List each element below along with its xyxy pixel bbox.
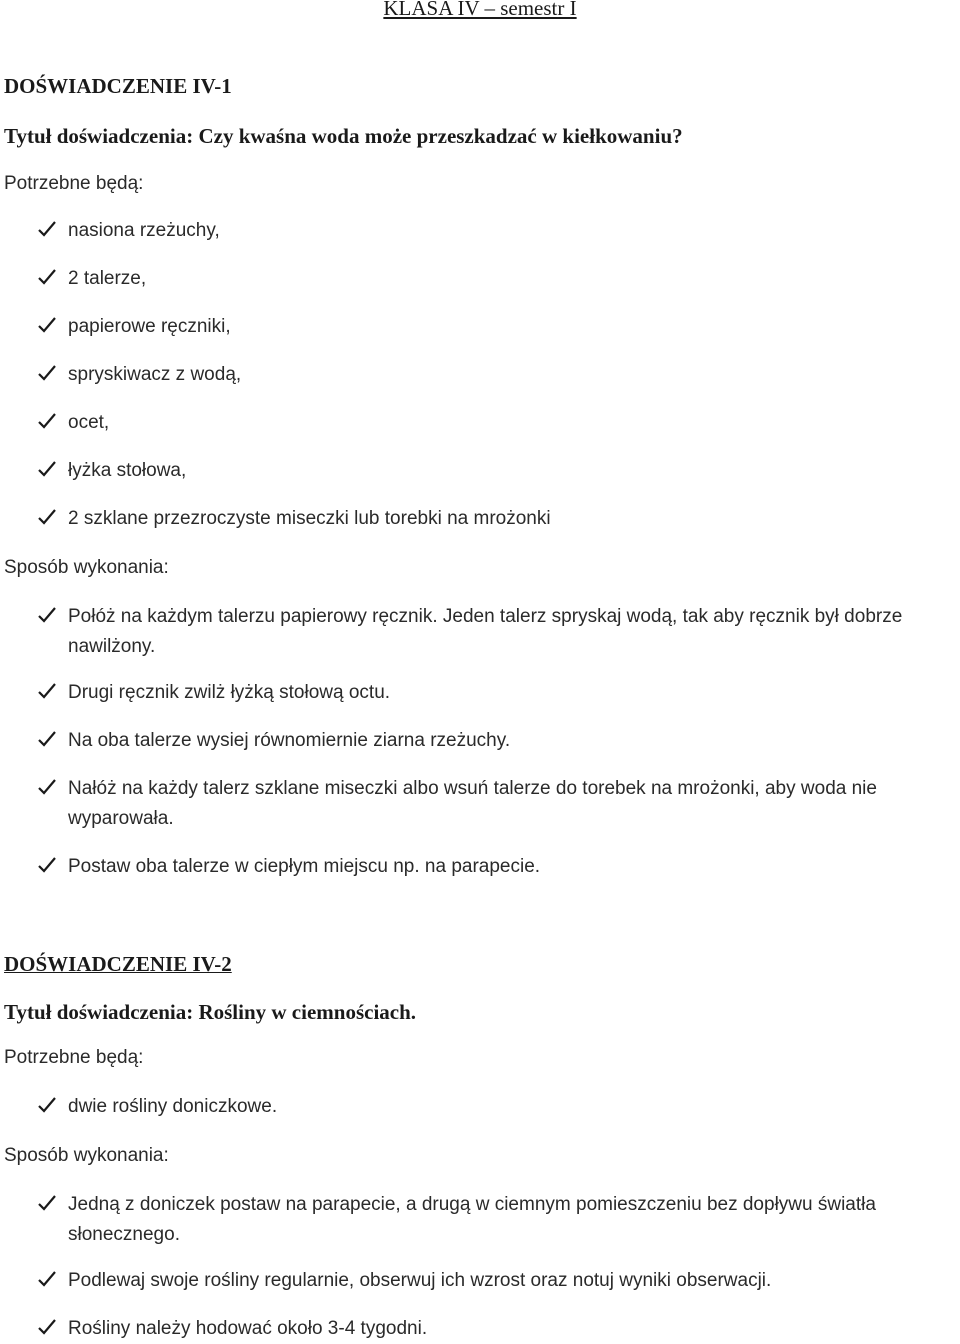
needs-item: nasiona rzeżuchy,: [68, 220, 220, 241]
list-item: [36, 602, 956, 662]
checkmark-icon: [36, 266, 58, 288]
experiment2-heading: DOŚWIADCZENIE IV-2: [4, 952, 232, 976]
list-item: [36, 456, 956, 486]
list-item: [36, 1266, 956, 1296]
experiment1-title: Tytuł doświadczenia: Czy kwaśna woda może przeszkadzać w kiełkowaniu?: [4, 124, 683, 148]
list-item: [36, 1092, 956, 1122]
page-header: KLASA IV – semestr I: [383, 0, 577, 20]
experiment1-method-label: Sposób wykonania:: [4, 557, 169, 578]
needs-item: papierowe ręczniki,: [68, 316, 231, 337]
checkmark-icon: [36, 728, 58, 750]
needs-item: 2 szklane przezroczyste miseczki lub torebki na mrożonki: [68, 508, 551, 529]
checkmark-icon: [36, 604, 58, 626]
needs-item: dwie rośliny doniczkowe.: [68, 1096, 278, 1117]
checkmark-icon: [36, 1094, 58, 1116]
step-item: Rośliny należy hodować około 3-4 tygodni.: [68, 1318, 428, 1339]
checkmark-icon: [36, 218, 58, 240]
step-item: Na oba talerze wysiej równomiernie ziarna rzeżuchy.: [68, 730, 511, 751]
list-item: [36, 852, 956, 882]
checkmark-icon: [36, 1268, 58, 1290]
checkmark-icon: [36, 680, 58, 702]
list-item: [36, 1314, 956, 1344]
list-item: [36, 264, 956, 294]
experiment2-needs-label: Potrzebne będą:: [4, 1047, 144, 1068]
checkmark-icon: [36, 776, 58, 798]
checkmark-icon: [36, 1316, 58, 1338]
checkmark-icon: [36, 458, 58, 480]
checkmark-icon: [36, 410, 58, 432]
list-item: [36, 216, 956, 246]
list-item: [36, 504, 956, 534]
experiment1-heading: DOŚWIADCZENIE IV-1: [4, 74, 232, 98]
list-item: [36, 774, 956, 834]
experiment1-needs-label: Potrzebne będą:: [4, 173, 144, 194]
list-item: [36, 408, 956, 438]
list-item: [36, 678, 956, 708]
step-item: Drugi ręcznik zwilż łyżką stołową octu.: [68, 682, 391, 703]
checkmark-icon: [36, 854, 58, 876]
step-item: Postaw oba talerze w ciepłym miejscu np. na parapecie.: [68, 856, 541, 877]
step-item: Nałóż na każdy talerz szklane miseczki albo wsuń talerze do torebek na mrożonki, aby woda nie wyparowała.: [68, 778, 877, 829]
step-item: Połóż na każdym talerzu papierowy ręcznik. Jeden talerz spryskaj wodą, tak aby ręcznik był dobrze nawilżony.: [68, 606, 903, 657]
checkmark-icon: [36, 1192, 58, 1214]
step-item: Podlewaj swoje rośliny regularnie, obserwuj ich wzrost oraz notuj wyniki obserwacji.: [68, 1270, 772, 1291]
list-item: [36, 1190, 956, 1250]
checkmark-icon: [36, 506, 58, 528]
list-item: [36, 726, 956, 756]
checkmark-icon: [36, 362, 58, 384]
experiment2-title: Tytuł doświadczenia: Rośliny w ciemnościach.: [4, 1000, 417, 1024]
experiment2-method-label: Sposób wykonania:: [4, 1145, 169, 1166]
checkmark-icon: [36, 314, 58, 336]
list-item: [36, 360, 956, 390]
needs-item: spryskiwacz z wodą,: [68, 364, 242, 385]
step-item: Jedną z doniczek postaw na parapecie, a drugą w ciemnym pomieszczeniu bez dopływu światła słonecznego.: [68, 1194, 876, 1245]
list-item: [36, 312, 956, 342]
needs-item: łyżka stołowa,: [68, 460, 187, 481]
needs-item: ocet,: [68, 412, 110, 433]
needs-item: 2 talerze,: [68, 268, 147, 289]
